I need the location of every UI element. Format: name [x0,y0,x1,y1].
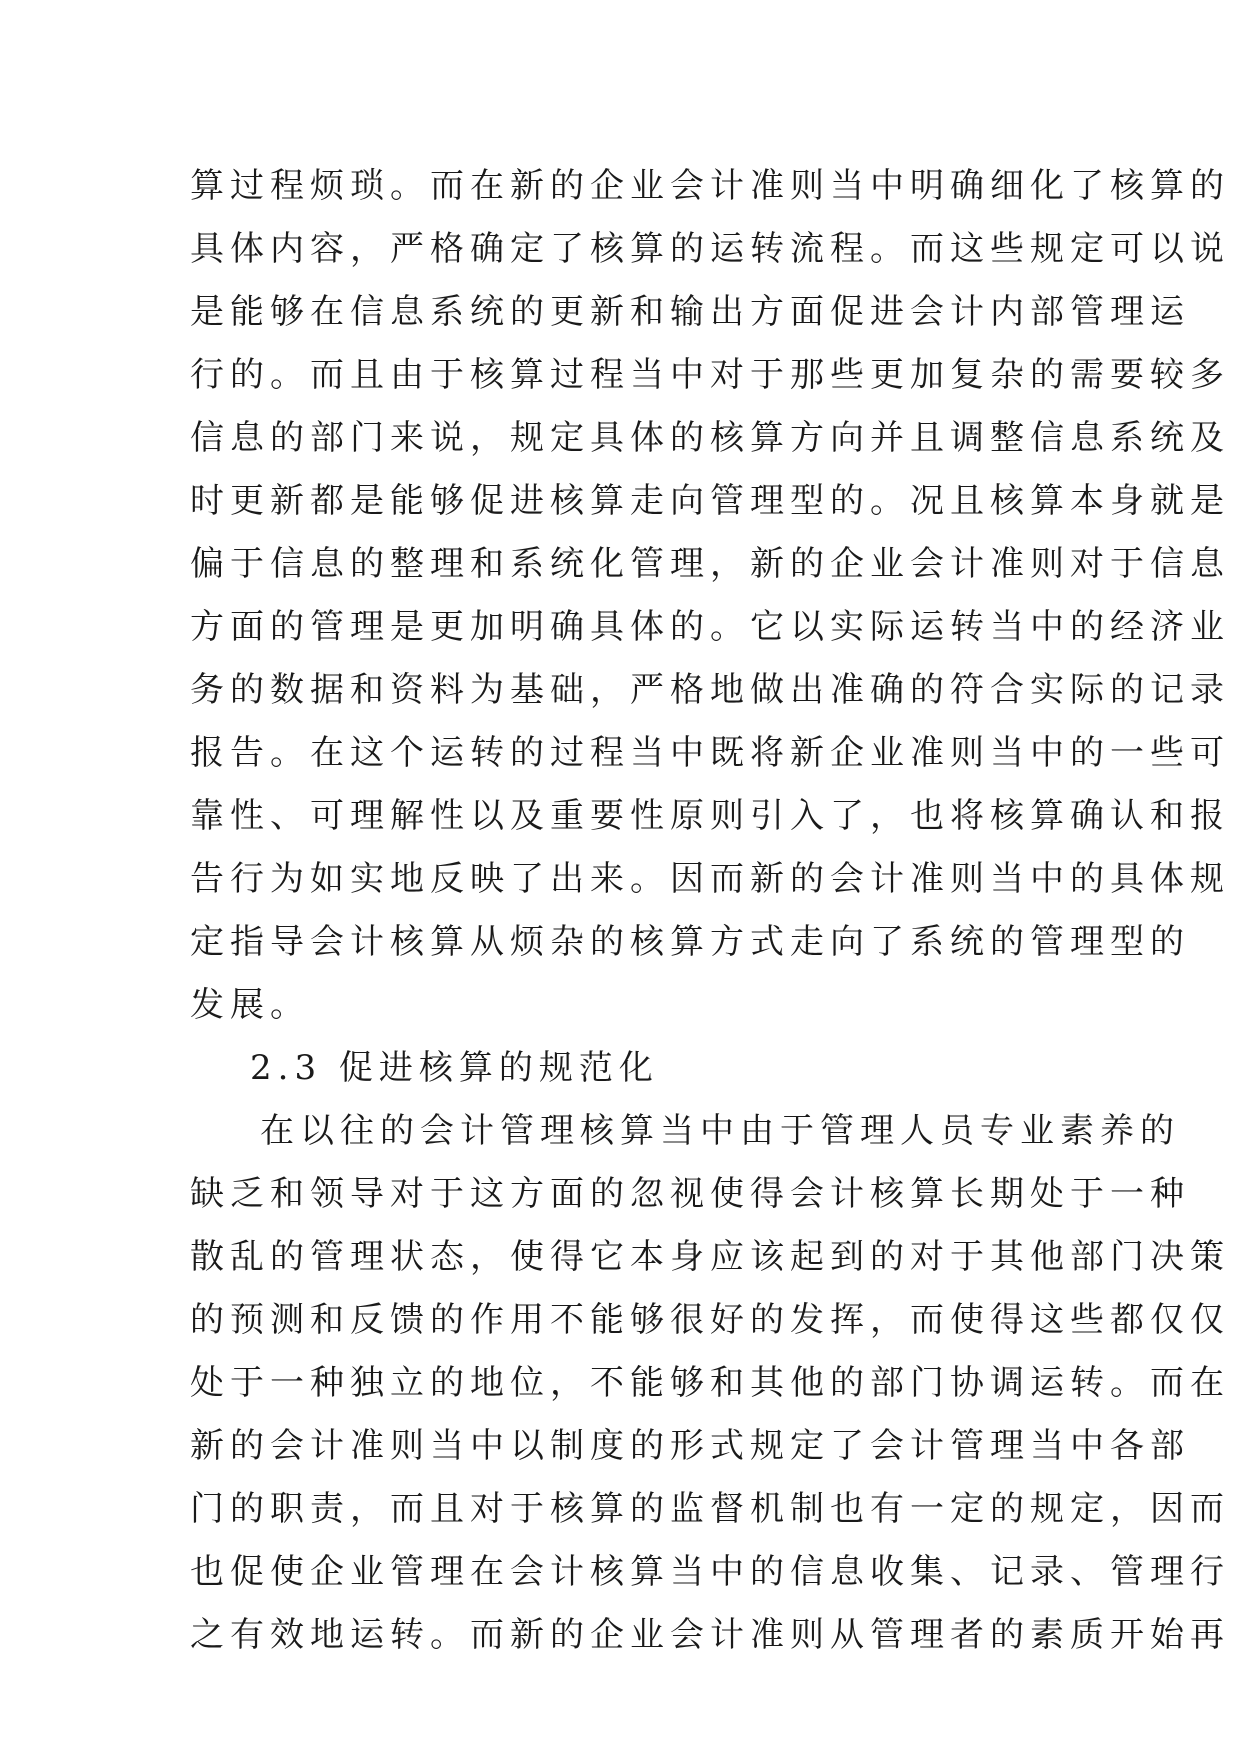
text-line: 定指导会计核算从烦杂的核算方式走向了系统的管理型的 [190,922,1190,962]
text-line: 缺乏和领导对于这方面的忽视使得会计核算长期处于一种 [190,1174,1190,1214]
text-line: 时更新都是能够促进核算走向管理型的。况且核算本身就是 [190,481,1230,521]
text-line: 也促使企业管理在会计核算当中的信息收集、记录、管理行 [190,1552,1230,1592]
text-line: 是能够在信息系统的更新和输出方面促进会计内部管理运 [190,292,1190,332]
text-line: 务的数据和资料为基础，严格地做出准确的符合实际的记录 [190,670,1230,710]
text-line: 方面的管理是更加明确具体的。它以实际运转当中的经济业 [190,607,1230,647]
text-line: 靠性、可理解性以及重要性原则引入了，也将核算确认和报 [190,796,1230,836]
text-line: 算过程烦琐。而在新的企业会计准则当中明确细化了核算的 [190,166,1230,206]
text-line: 散乱的管理状态，使得它本身应该起到的对于其他部门决策 [190,1237,1230,1277]
text-line: 偏于信息的整理和系统化管理，新的企业会计准则对于信息 [190,544,1230,584]
text-line: 信息的部门来说，规定具体的核算方向并且调整信息系统及 [190,418,1230,458]
text-line: 处于一种独立的地位，不能够和其他的部门协调运转。而在 [190,1363,1230,1403]
text-line: 的预测和反馈的作用不能够很好的发挥，而使得这些都仅仅 [190,1300,1230,1340]
text-line: 门的职责，而且对于核算的监督机制也有一定的规定，因而 [190,1489,1230,1529]
text-line: 在以往的会计管理核算当中由于管理人员专业素养的 [260,1111,1180,1151]
text-line: 告行为如实地反映了出来。因而新的会计准则当中的具体规 [190,859,1230,899]
section-heading: 2.3 促进核算的规范化 [250,1048,659,1088]
body-text [190,155,1230,1667]
text-line: 发展。 [190,985,310,1025]
text-line: 行的。而且由于核算过程当中对于那些更加复杂的需要较多 [190,355,1230,395]
text-line: 之有效地运转。而新的企业会计准则从管理者的素质开始再 [190,1615,1230,1655]
text-line: 新的会计准则当中以制度的形式规定了会计管理当中各部 [190,1426,1190,1466]
text-line: 报告。在这个运转的过程当中既将新企业准则当中的一些可 [190,733,1230,773]
text-line: 具体内容，严格确定了核算的运转流程。而这些规定可以说 [190,229,1230,269]
